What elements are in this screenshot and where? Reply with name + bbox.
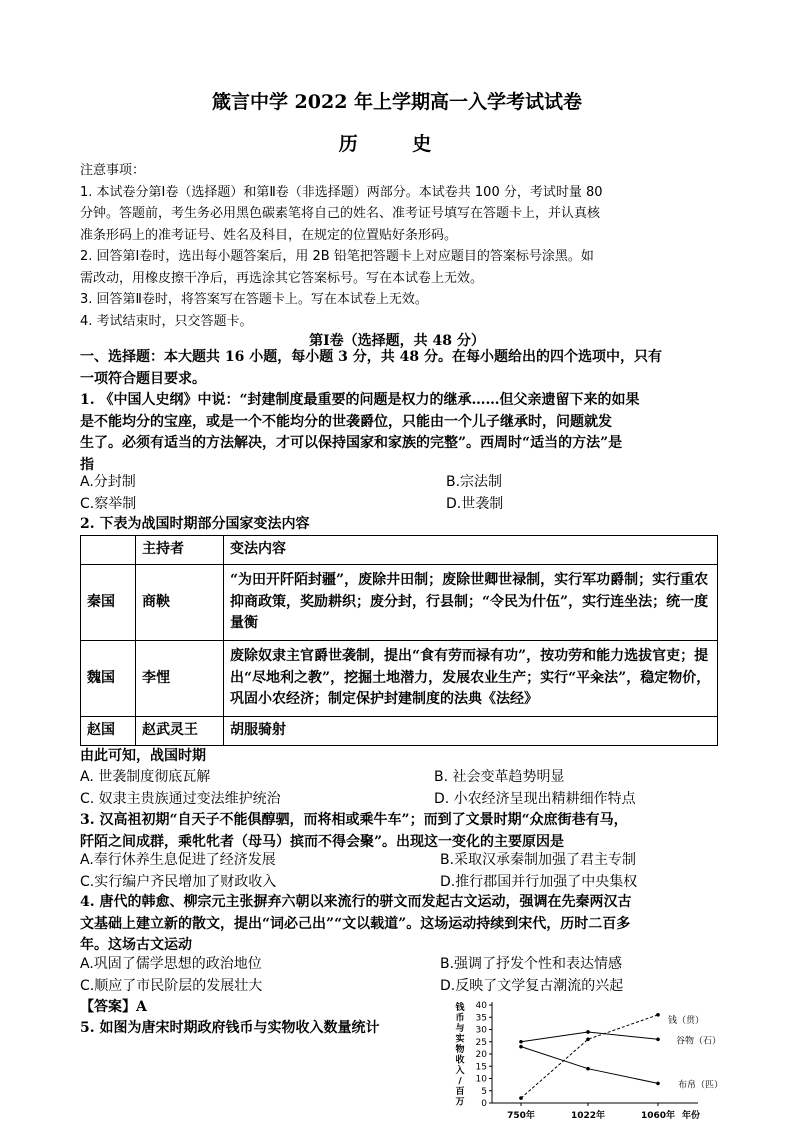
y-tick-label: 5 — [481, 1086, 487, 1097]
series-point — [519, 1096, 523, 1100]
y-axis-label-char: 万 — [455, 1097, 465, 1108]
y-tick-label: 25 — [475, 1037, 487, 1048]
y-axis-label-char: 入 — [455, 1066, 465, 1076]
table-cell-state: 魏国 — [81, 641, 136, 717]
option-d[interactable]: D.推行郡国并行加强了中央集权 — [440, 874, 638, 890]
section-instruction — [80, 347, 720, 390]
option-b[interactable]: B.强调了抒发个性和表达情感 — [440, 956, 623, 972]
option-c[interactable]: C.实行编户齐民增加了财政收入 — [80, 874, 277, 890]
option-c[interactable]: C.察举制 — [80, 496, 137, 512]
option-d[interactable]: D.世袭制 — [446, 496, 504, 512]
series-point — [656, 1038, 660, 1042]
notes-heading: 注意事项： — [80, 163, 146, 178]
series-label: 布帛（匹） — [678, 1080, 724, 1091]
y-axis-label-char: 与 — [455, 1024, 465, 1034]
instruction-line: 一项符合题目要求。 — [80, 370, 206, 387]
question-2-stem: 2. 下表为战国时期部分国家变法内容 — [80, 516, 310, 532]
table-header-cell: 变法内容 — [224, 536, 718, 565]
y-tick-label: 15 — [475, 1062, 487, 1073]
notes-block — [80, 160, 720, 332]
y-axis-label-char: 百 — [455, 1087, 465, 1097]
option-a[interactable]: A. 世袭制度彻底瓦解 — [80, 769, 211, 785]
option-b[interactable]: B. 社会变革趋势明显 — [434, 769, 565, 785]
notes-line: 分钟。答题前，考生务必用黑色碳素笔将自己的姓名、准考证号填写在答题卡上，并认真核 — [80, 206, 601, 221]
y-axis-label-char: / — [458, 1076, 462, 1087]
table-cell-state: 秦国 — [81, 565, 136, 641]
y-tick-label: 40 — [475, 1001, 487, 1011]
y-axis-label-char: 物 — [455, 1045, 465, 1055]
series-point — [586, 1030, 590, 1034]
stem-line: 指 — [80, 456, 94, 473]
table-header-cell — [81, 536, 136, 565]
question-4-stem — [80, 892, 720, 957]
stem-line: 生了。必须有适当的方法解决，才可以保持国家和家族的完整”。西周时“适当的方法”是 — [80, 435, 623, 451]
series-point — [586, 1038, 590, 1042]
series-point — [519, 1040, 523, 1044]
stem-line: 4. 唐代的韩愈、柳宗元主张摒弃六朝以来流行的骈文而发起古文运动，强调在先秦两汉古 — [80, 894, 632, 910]
y-tick-label: 20 — [475, 1050, 487, 1060]
option-b[interactable]: B.采取汉承秦制加强了君主专制 — [440, 852, 637, 868]
x-tick-label: 1022年 — [570, 1111, 606, 1121]
exam-subject: 历 史 — [338, 133, 456, 155]
table-cell-state: 赵国 — [81, 717, 136, 746]
notes-line: 4. 考试结束时，只交答题卡。 — [80, 313, 253, 329]
option-b[interactable]: B.宗法制 — [446, 474, 503, 490]
chart-y-axis-label — [455, 1001, 465, 1108]
stem-line: 文基础上建立新的散文，提出“词必己出”“文以载道”。这场运动持续到宋代，历时二百多 — [80, 915, 631, 932]
question-5-stem: 5. 如图为唐宋时期政府钱币与实物收入数量统计 — [80, 1020, 380, 1036]
chart-x-ticks — [507, 1103, 700, 1121]
option-a[interactable]: A.分封制 — [80, 474, 136, 490]
y-axis-label-char: 实 — [455, 1034, 465, 1045]
x-axis-label: 年份 — [681, 1111, 701, 1121]
option-d[interactable]: D.反映了文学复古潮流的兴起 — [440, 978, 624, 994]
x-tick-label: 750年 — [507, 1111, 535, 1121]
table-cell-leader: 李悝 — [136, 641, 224, 717]
notes-line: 2. 回答第Ⅰ卷时，选出每小题答案后，用 2B 铅笔把答题卡上对应题目的答案标号涂黑。如 — [80, 249, 594, 264]
y-axis-label-char: 币 — [455, 1013, 465, 1024]
table-cell-content: 废除奴隶主官爵世袭制，提出“食有劳而禄有功”，按功劳和能力选拔官吏；提出“尽地利之教”，挖掘土地潜力，发展农业生产；实行“平籴法”，稳定物价，巩固小农经济；制定保护封建制度的法典《法经》 — [224, 641, 718, 717]
x-tick-label: 1060年 — [640, 1111, 676, 1121]
series-point — [656, 1082, 660, 1086]
notes-line: 需改动，用橡皮擦干净后，再选涂其它答案标号。写在本试卷上无效。 — [80, 270, 484, 286]
option-a[interactable]: A.奉行休养生息促进了经济发展 — [80, 852, 276, 868]
option-d[interactable]: D. 小农经济呈现出精耕细作特点 — [434, 791, 636, 807]
series-line — [521, 1015, 658, 1098]
series-label: 谷物（石） — [676, 1036, 722, 1047]
reform-table — [80, 535, 718, 746]
y-axis-label-char: 收 — [455, 1055, 465, 1066]
y-tick-label: 35 — [475, 1013, 487, 1024]
table-cell-content: “为田开阡陌封疆”，废除井田制；废除世卿世禄制，实行军功爵制；实行重农抑商政策，奖励耕织；废分封，行县制；“令民为什伍”，实行连坐法；统一度量衡 — [224, 565, 718, 641]
question-3-stem — [80, 810, 720, 853]
instruction-line: 一、选择题：本大题共 16 小题，每小题 3 分，共 48 分。在每小题给出的四个选项中，只有 — [80, 349, 662, 365]
table-header-row — [81, 536, 718, 565]
notes-line: 准条形码上的准考证号、姓名及科目，在规定的位置贴好条形码。 — [80, 227, 458, 243]
question-2-options — [80, 767, 720, 811]
question-2-followup: 由此可知，战国时期 — [80, 748, 206, 764]
table-row — [81, 565, 718, 641]
series-point — [519, 1045, 523, 1049]
series-point — [586, 1067, 590, 1071]
question-3-options — [80, 850, 720, 894]
section-title: 第Ⅰ卷（选择题，共 48 分） — [309, 333, 485, 349]
table-header-cell: 主持者 — [136, 536, 224, 565]
chart-series-labels — [668, 1014, 723, 1091]
series-point — [656, 1013, 660, 1017]
notes-line: 1. 本试卷分第Ⅰ卷（选择题）和第Ⅱ卷（非选择题）两部分。本试卷共 100 分，考试时量 80 — [80, 184, 603, 200]
table-row — [81, 717, 718, 746]
option-c[interactable]: C. 奴隶主贵族通过变法维护统治 — [80, 791, 281, 807]
question-1-options — [80, 472, 720, 516]
table-cell-content: 胡服骑射 — [224, 717, 718, 746]
question-4-options — [80, 954, 720, 998]
series-label: 钱（贯） — [668, 1015, 705, 1026]
exam-title: 箴言中学 2022 年上学期高一入学考试试卷 — [211, 91, 583, 113]
y-tick-label: 0 — [481, 1099, 487, 1109]
stem-line: 是不能均分的宝座，或是一个不能均分的世袭爵位，只能由一个儿子继承时，问题就发 — [80, 413, 612, 430]
notes-line: 3. 回答第Ⅱ卷时，将答案写在答题卡上。写在本试卷上无效。 — [80, 292, 428, 307]
series-line — [521, 1047, 658, 1084]
chart-y-ticks — [476, 1001, 492, 1109]
question-1-stem — [80, 390, 720, 476]
y-tick-label: 30 — [475, 1025, 487, 1036]
stem-line: 年。这场古文运动 — [80, 937, 192, 953]
stem-line: 阡陌之间成群，乘牝牝者（母马）摈而不得会聚”。出现这一变化的主要原因是 — [80, 833, 565, 850]
y-axis-label-char: 钱 — [455, 1003, 465, 1013]
stem-line: 3. 汉高祖初期“自天子不能俱醇驷，而将相或乘牛车”；而到了文景时期“众庶街巷有马， — [80, 812, 628, 828]
stem-line: 1. 《中国人史纲》中说：“封建制度最重要的问题是权力的继承……但父亲遗留下来的如果 — [80, 392, 640, 408]
option-a[interactable]: A.巩固了儒学思想的政治地位 — [80, 956, 262, 972]
table-cell-leader: 商鞅 — [136, 565, 224, 641]
table-cell-leader: 赵武灵王 — [136, 717, 224, 746]
y-tick-label: 10 — [475, 1074, 487, 1085]
chart-series — [519, 1013, 660, 1100]
option-c[interactable]: C.顺应了市民阶层的发展壮大 — [80, 978, 263, 994]
table-row — [81, 641, 718, 717]
revenue-chart — [448, 1000, 748, 1123]
answer-line: 【答案】A — [80, 999, 147, 1015]
